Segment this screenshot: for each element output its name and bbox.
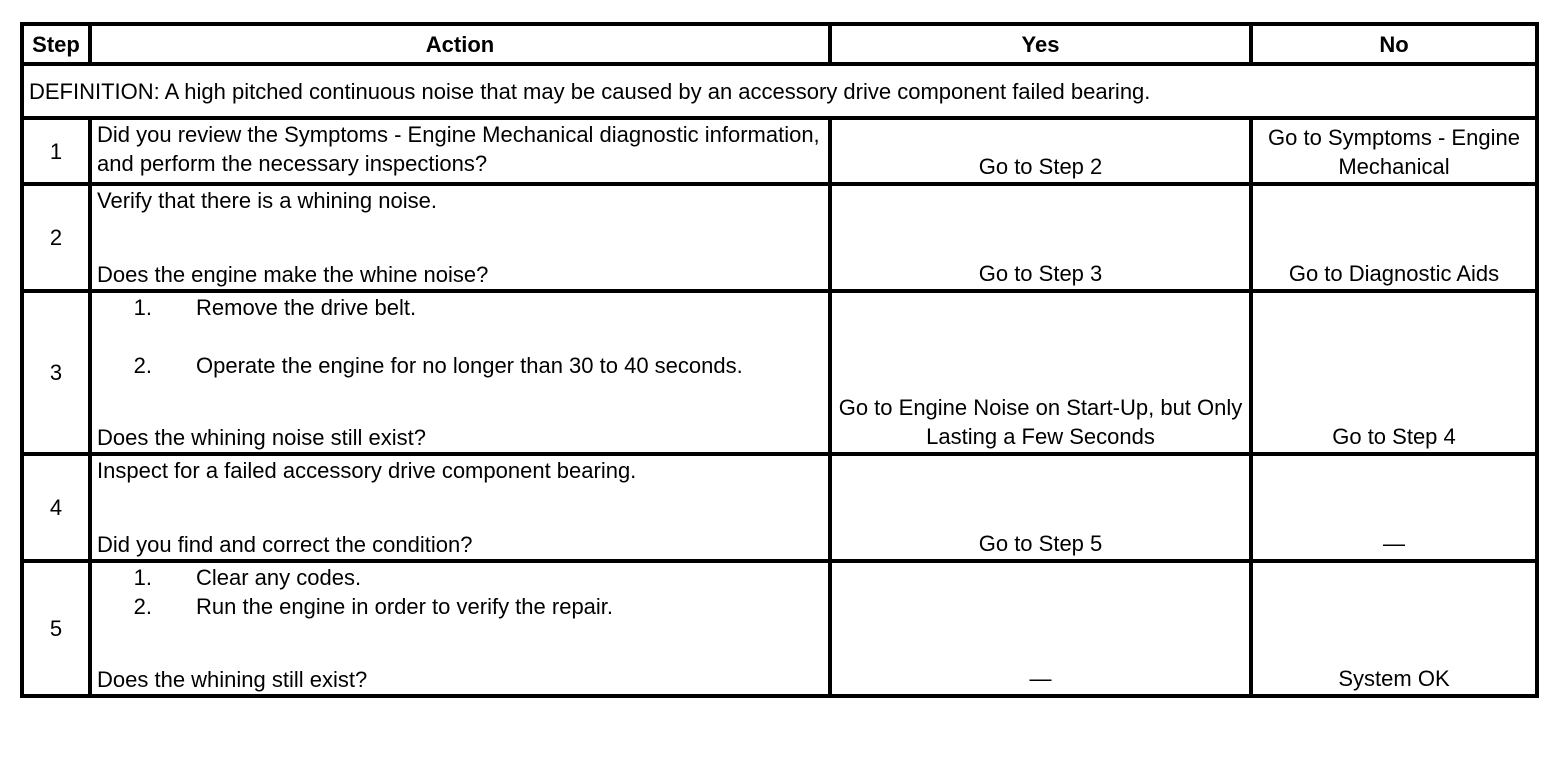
list-spacer <box>97 322 823 351</box>
definition-row <box>22 64 1537 118</box>
action-text: Verify that there is a whining noise. <box>97 188 437 213</box>
action-text: Inspect for a failed accessory drive component bearing. <box>97 458 637 483</box>
list-item <box>97 293 823 322</box>
list-number: 1. <box>133 565 152 590</box>
table-row <box>22 454 1537 561</box>
table-row <box>22 291 1537 454</box>
diagnostic-table <box>20 22 1539 698</box>
yes-result: — <box>830 561 1251 696</box>
yes-result: Go to Step 3 <box>830 184 1251 291</box>
action-cell <box>90 291 830 454</box>
list-item <box>97 351 823 380</box>
yes-result: Go to Step 2 <box>830 118 1251 184</box>
list-number: 1. <box>133 295 152 320</box>
header-no: No <box>1251 24 1537 64</box>
no-result: Go to Diagnostic Aids <box>1251 184 1537 291</box>
definition-text: DEFINITION: A high pitched continuous noise that may be caused by an accessory drive component failed bearing. <box>22 64 1537 118</box>
action-cell <box>90 454 830 561</box>
header-yes: Yes <box>830 24 1251 64</box>
step-number: 5 <box>22 561 90 696</box>
action-text: Did you review the Symptoms - Engine Mechanical diagnostic information, and perform the necessary inspections? <box>97 122 820 176</box>
table-row <box>22 184 1537 291</box>
header-row <box>22 24 1537 64</box>
action-cell <box>90 118 830 184</box>
list-number: 2. <box>133 353 152 378</box>
list-text: Run the engine in order to verify the repair. <box>196 594 614 619</box>
header-step: Step <box>22 24 90 64</box>
yes-result: Go to Engine Noise on Start-Up, but Only Lasting a Few Seconds <box>830 291 1251 454</box>
table-row <box>22 561 1537 696</box>
list-text: Remove the drive belt. <box>196 295 417 320</box>
list-number: 2. <box>133 594 152 619</box>
action-cell <box>90 561 830 696</box>
list-text: Clear any codes. <box>196 565 362 590</box>
header-action: Action <box>90 24 830 64</box>
table-row <box>22 118 1537 184</box>
yes-result: Go to Step 5 <box>830 454 1251 561</box>
no-result: — <box>1251 454 1537 561</box>
list-item <box>97 563 823 592</box>
list-item <box>97 592 823 621</box>
action-question: Does the engine make the whine noise? <box>97 262 489 287</box>
action-cell <box>90 184 830 291</box>
no-result: Go to Symptoms - Engine Mechanical <box>1251 118 1537 184</box>
action-question: Does the whining still exist? <box>97 667 368 692</box>
step-number: 4 <box>22 454 90 561</box>
action-question: Does the whining noise still exist? <box>97 425 426 450</box>
no-result: System OK <box>1251 561 1537 696</box>
no-result: Go to Step 4 <box>1251 291 1537 454</box>
step-number: 2 <box>22 184 90 291</box>
action-question: Did you find and correct the condition? <box>97 532 473 557</box>
list-text: Operate the engine for no longer than 30 to 40 seconds. <box>196 353 743 378</box>
step-number: 3 <box>22 291 90 454</box>
action-steps-list <box>97 293 823 380</box>
step-number: 1 <box>22 118 90 184</box>
action-steps-list <box>97 563 823 621</box>
